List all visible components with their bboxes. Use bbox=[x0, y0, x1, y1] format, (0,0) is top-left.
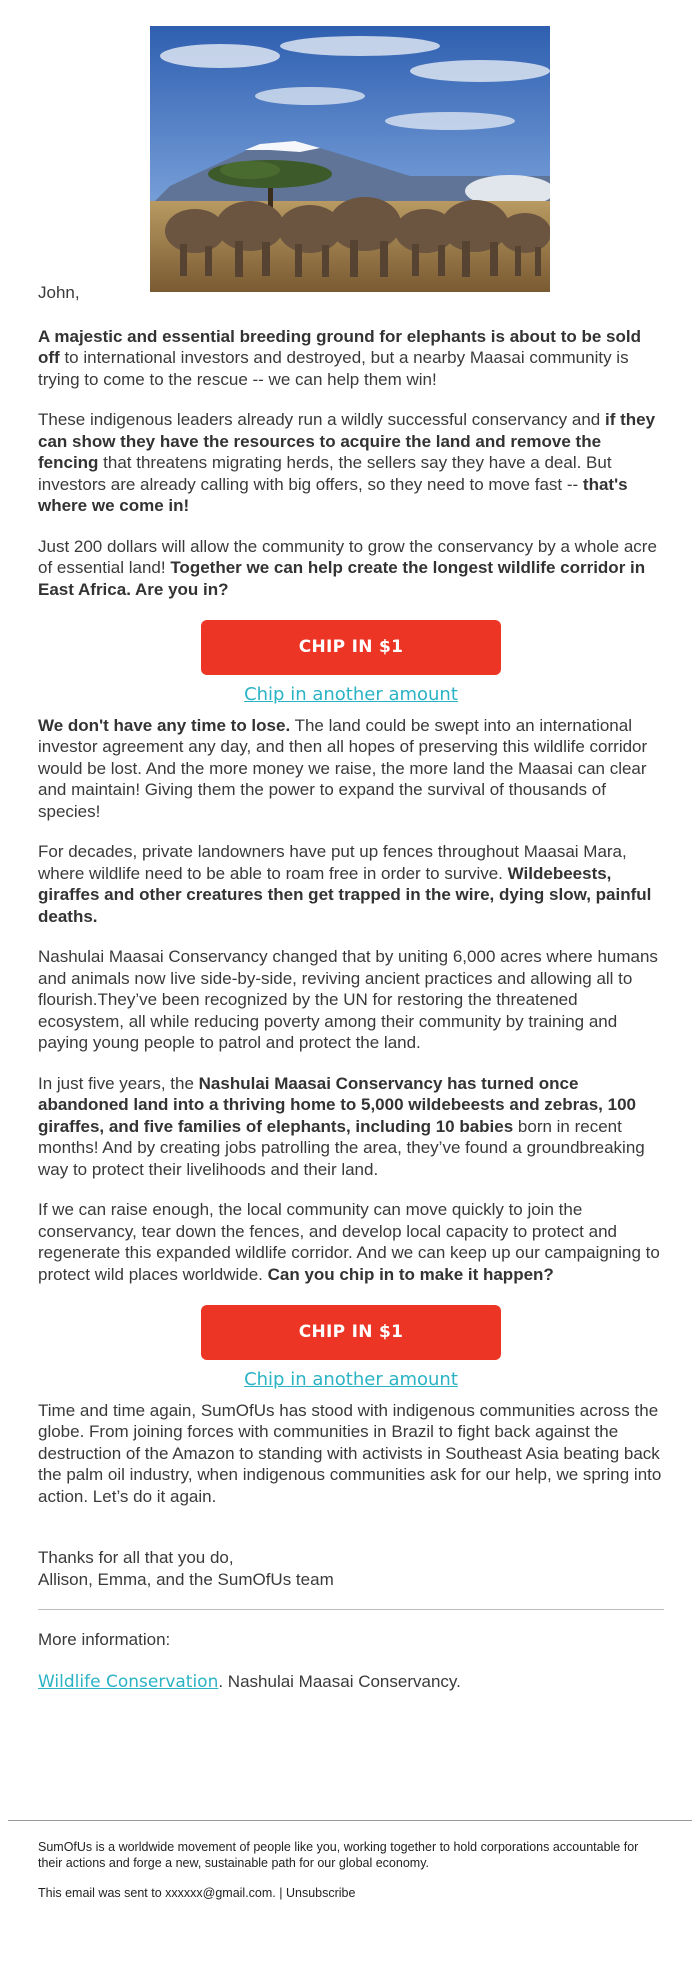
paragraph-5 bbox=[38, 841, 664, 927]
paragraph-1-bold: A majestic and essential breeding ground for elephants is about to be sold off bbox=[38, 326, 641, 367]
paragraph-4-text: The land could be swept into an international investor agreement any day, and then all hopes of preserving this wildlife corridor would be lost. And the more money we raise, the more land the Maasai can clear and maintain! Giving them the power to expand the survival of thousands of species! bbox=[38, 715, 648, 821]
paragraph-7-text-a: In just five years, the bbox=[38, 1073, 199, 1093]
paragraph-7-text-c: born in recent months! And by creating jobs patrolling the area, they’ve found a groundbreaking way to protect their livelihoods and their land. bbox=[38, 1116, 645, 1179]
paragraph-8-text: If we can raise enough, the local community can move quickly to join the conservancy, tear down the fences, and develop local capacity to protect and regenerate this expanded wildlife corridor. And we can keep up our campaigning to protect wild places worldwide. bbox=[38, 1200, 660, 1284]
paragraph-8 bbox=[38, 1199, 664, 1285]
signoff-line-2: Allison, Emma, and the SumOfUs team bbox=[38, 1569, 334, 1589]
chip-in-another-amount-link[interactable]: Chip in another amount bbox=[244, 684, 458, 705]
elephants-photo-icon bbox=[150, 26, 550, 292]
paragraph-2 bbox=[38, 409, 664, 517]
cta-block-1 bbox=[38, 620, 664, 706]
paragraph-2-bold-b: if they can show they have the resources to acquire the land and remove the fencing bbox=[38, 410, 656, 472]
paragraph-4-bold: We don't have any time to lose. bbox=[38, 715, 291, 735]
paragraph-4 bbox=[38, 715, 664, 823]
paragraph-3 bbox=[38, 536, 664, 601]
paragraph-5-text: For decades, private landowners have put up fences throughout Maasai Mara, where wildlife need to be able to roam free in order to survive. bbox=[38, 842, 627, 883]
chip-in-another-amount-link[interactable]: Chip in another amount bbox=[244, 1369, 458, 1390]
unsubscribe-link[interactable]: Unsubscribe bbox=[285, 1886, 356, 1900]
paragraph-9: Time and time again, SumOfUs has stood with indigenous communities across the globe. From joining forces with communities in Brazil to fight back against the destruction of the Amazon to standing with activists in Southeast Asia beating back the palm oil industry, when indigenous communities ask for our help, we spring into action. Let’s do it again. bbox=[38, 1400, 662, 1506]
paragraph-2-bold-d: that's where we come in! bbox=[38, 474, 628, 515]
paragraph-3-bold: Together we can help create the longest wildlife corridor in East Africa. Are you in? bbox=[38, 558, 646, 599]
paragraph-7 bbox=[38, 1073, 664, 1181]
paragraph-2-text-a: These indigenous leaders already run a wildly successful conservancy and bbox=[38, 410, 605, 429]
paragraph-1 bbox=[38, 326, 664, 391]
greeting: John, bbox=[38, 283, 80, 302]
more-info-heading: More information: bbox=[38, 1630, 171, 1649]
more-info-links bbox=[38, 1671, 664, 1694]
footer-divider bbox=[8, 1820, 692, 1821]
paragraph-2-text-c: that threatens migrating herds, the sellers say they have a deal. But investors are already calling with big offers, so they need to move fast -- bbox=[38, 453, 612, 494]
signoff-line-1: Thanks for all that you do, bbox=[38, 1548, 234, 1567]
wildlife-conservation-link[interactable]: Wildlife Conservation bbox=[38, 1671, 219, 1692]
paragraph-3-text: Just 200 dollars will allow the community to grow the conservancy by a whole acre of essential land! bbox=[38, 536, 657, 577]
chip-in-button[interactable]: CHIP IN $1 bbox=[201, 1305, 501, 1360]
footer-about: SumOfUs is a worldwide movement of people like you, working together to hold corporations accountable for their actions and forge a new, sustainable path for our global economy. bbox=[38, 1840, 639, 1870]
footer-sent-prefix: This email was sent to bbox=[38, 1886, 166, 1900]
paragraph-7-bold: Nashulai Maasai Conservancy has turned once abandoned land into a thriving home to 5,000 wildebeests and zebras, 100 giraffes, and five families of elephants, including 10 babies bbox=[38, 1073, 636, 1136]
paragraph-1-text: to international investors and destroyed, but a nearby Maasai community is trying to come to the rescue -- we can help them win! bbox=[38, 348, 629, 389]
footer-sent-line bbox=[38, 1886, 658, 1902]
footer-separator: . | bbox=[272, 1886, 286, 1900]
more-info-text: . Nashulai Maasai Conservancy. bbox=[218, 1671, 461, 1691]
footer-email: xxxxxx@gmail.com bbox=[165, 1886, 273, 1900]
chip-in-button[interactable]: CHIP IN $1 bbox=[201, 620, 501, 675]
signoff bbox=[38, 1547, 664, 1590]
paragraph-5-bold: Wildebeests, giraffes and other creatures then get trapped in the wire, dying slow, painful deaths. bbox=[38, 863, 652, 926]
email-body bbox=[38, 278, 664, 1693]
hero-image bbox=[150, 26, 550, 292]
paragraph-8-bold: Can you chip in to make it happen? bbox=[267, 1264, 554, 1284]
paragraph-6: Nashulai Maasai Conservancy changed that by uniting 6,000 acres where humans and animals now live side-by-side, reviving ancient practices and allowing all to flourish.They’ve been recognized by the UN for restoring the threatened ecosystem, all while reducing poverty among their community by training and paying young people to patrol and protect the land. bbox=[38, 947, 658, 1052]
divider bbox=[38, 1609, 664, 1610]
footer bbox=[38, 1840, 658, 1902]
cta-block-2 bbox=[38, 1305, 664, 1391]
